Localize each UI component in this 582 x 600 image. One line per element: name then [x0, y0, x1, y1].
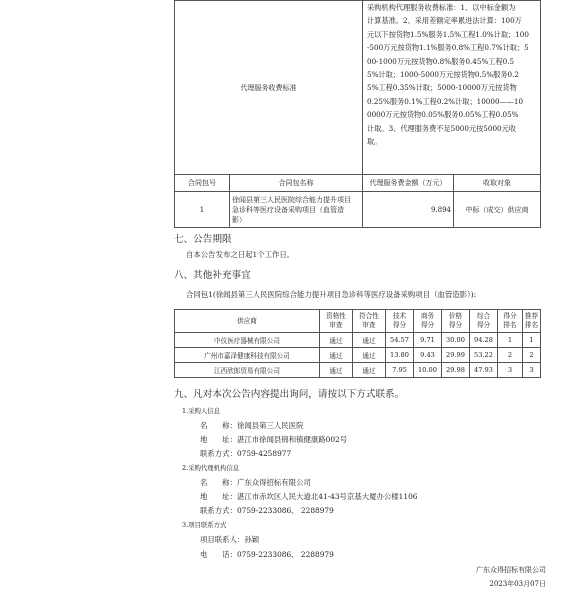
header-supplier: 供应商 [175, 310, 320, 333]
purchaser-address: 地 址：湛江市徐闻县锦和镇健康路002号 [200, 435, 348, 444]
header-total-score: 综合 得分 [470, 310, 498, 333]
footer-company: 广东众得招标有限公司 [476, 566, 546, 574]
header-tech-score: 技术 得分 [386, 310, 414, 333]
score-table-header [175, 310, 541, 333]
header-price-score: 价格 得分 [442, 310, 470, 333]
contact-person: 项目联系人：孙颖 [200, 535, 260, 544]
package-name: 徐闻县第三人民医院综合能力提升项目 急诊科等医疗设备采购项目（血管造 影） [230, 192, 363, 228]
purchaser-phone: 联系方式：0759-4258977 [200, 449, 292, 458]
fee-table-row [175, 192, 541, 228]
fee-target: 中标（成交）供应商 [454, 192, 541, 228]
section8-package-text: 合同包1(徐闻县第三人民医院综合能力提升项目急诊科等医疗设备采购项目（血管造影）): [186, 290, 477, 299]
contact-title: 3.项目联系方式 [182, 521, 227, 529]
header-package-name: 合同包名称 [230, 175, 363, 192]
footer-date: 2023年03月07日 [489, 580, 546, 588]
header-recommend-rank: 推荐 排名 [523, 310, 541, 333]
header-fee-target: 收取对象 [454, 175, 541, 192]
score-table [174, 309, 541, 378]
table-row: 广州市嘉泽健康科技有限公司 通过 通过 13.80 9.43 29.99 53.22 2 2 [175, 348, 541, 363]
header-business-score: 商务 得分 [414, 310, 442, 333]
agency-name: 名 称：广东众得招标有限公司 [200, 478, 311, 487]
fee-standard-text: 采购机构代理服务收费标准：1、以中标金额为 计算基准。2、采用差额定率累进法计算：100万 元以下按货物1.5%服务1.5%工程1.0%计取；100 -500万元按货物1.1%服务0.8%工程0.7%计取；5 00-1000万元按货物0.8%服务0.45%工程0.5 5%计取；1000-5000万元按货物0.5%服务0.2 5%工程0.35%计取；5000-10000万元按货物 0.25%服务0.1%工程0.2%计取；10000——10 0000万元按货物0.05%服务0.05%工程0.05% 计取。3、代理服务费不足5000元按5000元收 取。 [363, 1, 541, 175]
package-no: 1 [175, 192, 230, 228]
agency-title: 2.采购代理机构信息 [182, 464, 240, 472]
header-conformity: 符合性 审查 [353, 310, 386, 333]
header-qualification: 资格性 审查 [320, 310, 353, 333]
agency-phone: 联系方式：0759-2233086、 2288979 [200, 506, 334, 515]
purchaser-name: 名 称：徐闻县第三人民医院 [200, 421, 304, 430]
fee-table-header [175, 175, 541, 192]
contact-phone: 电 话：0759-2233086、 2288979 [200, 550, 334, 559]
header-package-no: 合同包号 [175, 175, 230, 192]
purchaser-title: 1.采购人信息 [182, 407, 221, 415]
header-score-rank: 得分 排名 [498, 310, 523, 333]
section9-title: 九、凡对本次公告内容提出询问，请按以下方式联系。 [174, 389, 405, 400]
agency-address: 地 址：湛江市赤坎区人民大道北41-43号京基大厦办公楼1106 [200, 492, 418, 501]
fee-amount: 9.894 [363, 192, 454, 228]
fee-standard-label: 代理服务收费标准 [175, 1, 363, 175]
agency-fee-table [174, 0, 541, 228]
section8-title: 八、其他补充事宜 [174, 270, 251, 281]
table-row: 中仪医疗器械有限公司 通过 通过 54.57 9.71 30.00 94.28 1 1 [175, 333, 541, 348]
section7-title: 七、公告期限 [174, 234, 232, 245]
header-fee-amount: 代理服务费金额（万元） [363, 175, 454, 192]
section7-text: 自本公告发布之日起1个工作日。 [186, 250, 295, 259]
table-row: 江西欣郎贸易有限公司 通过 通过 7.95 10.00 29.98 47.93 3 3 [175, 363, 541, 378]
